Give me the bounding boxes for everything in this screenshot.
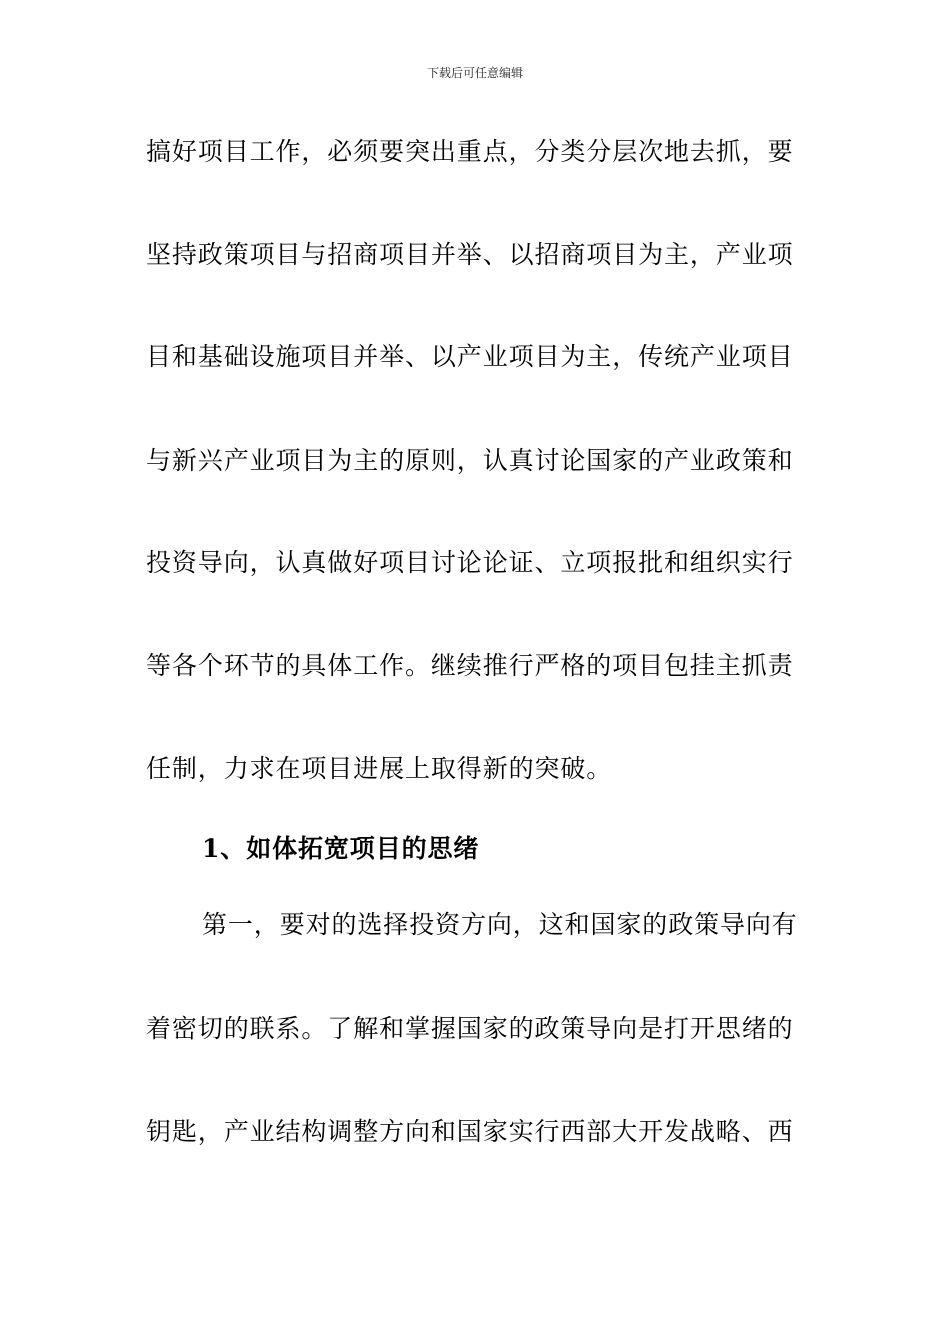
paragraph-line: 投资导向，认真做好项目讨论论证、立项报批和组织实行 xyxy=(146,548,794,577)
page-header: 下载后可任意编辑 xyxy=(426,66,523,80)
paragraph-line: 搞好项目工作，必须要突出重点，分类分层次地去抓，要 xyxy=(146,137,794,166)
paragraph-line: 第一，要对的选择投资方向，这和国家的政策导向有 xyxy=(202,910,798,939)
paragraph-line: 着密切的联系。了解和掌握国家的政策导向是打开思绪的 xyxy=(146,1014,794,1043)
paragraph-line: 与新兴产业项目为主的原则，认真讨论国家的产业政策和 xyxy=(146,446,794,475)
paragraph-line: 钥匙，产业结构调整方向和国家实行西部大开发战略、西 xyxy=(146,1117,794,1146)
paragraph-line: 等各个环节的具体工作。继续推行严格的项目包挂主抓责 xyxy=(146,651,794,680)
paragraph-line: 坚持政策项目与招商项目并举、以招商项目为主，产业项 xyxy=(146,240,794,269)
section-heading: 1、如体拓宽项目的思绪 xyxy=(202,834,480,863)
paragraph-line: 目和基础设施项目并举、以产业项目为主，传统产业项目 xyxy=(146,342,794,371)
paragraph-line: 任制，力求在项目进展上取得新的突破。 xyxy=(146,754,613,783)
